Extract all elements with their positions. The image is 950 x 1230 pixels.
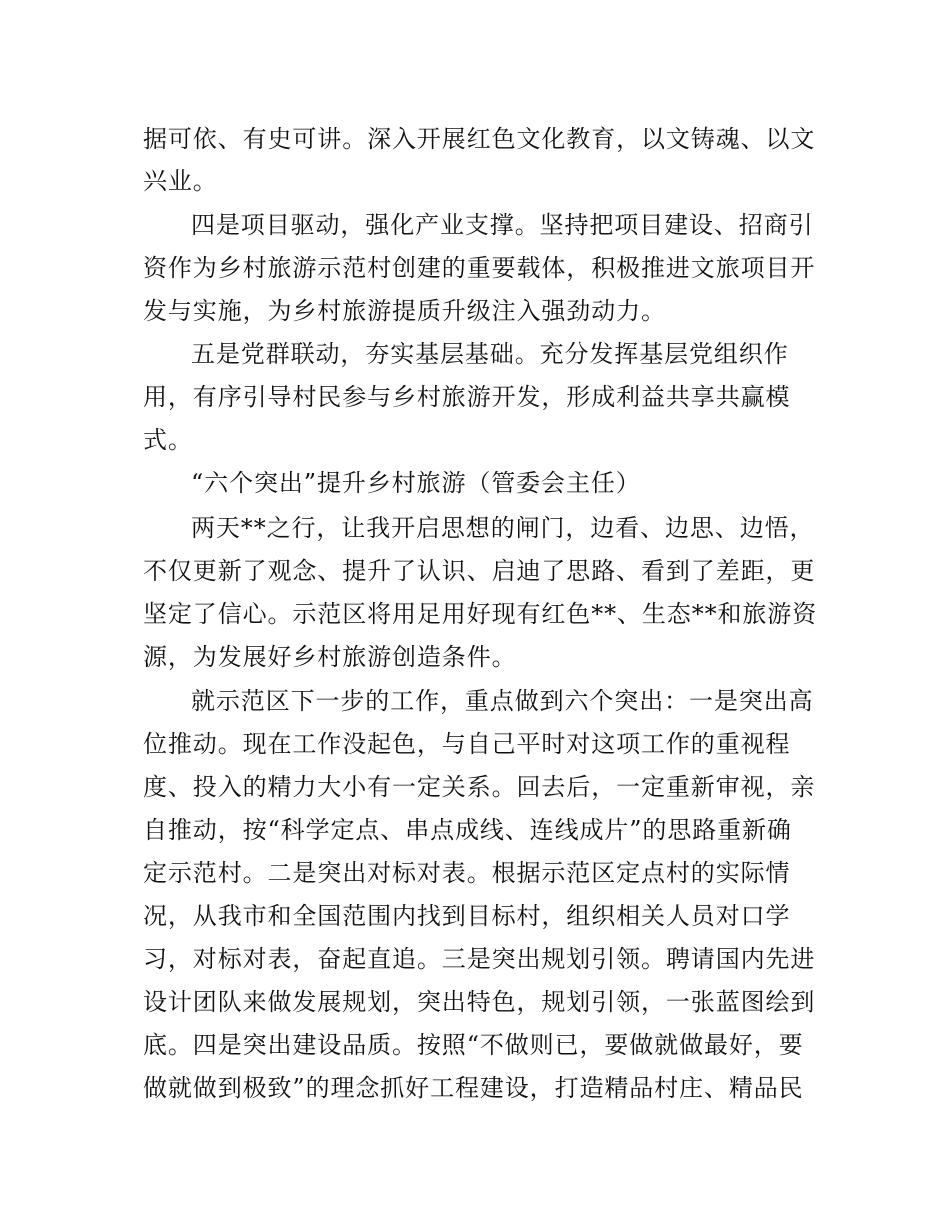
paragraph-first-line: 五是党群联动，夯实基层基础。充分发挥基层党组织作: [191, 340, 789, 368]
text-line: 位推动。现在工作没起色，与自己平时对这项工作的重视程: [143, 730, 791, 758]
text-line: 定示范村。二是突出对标对表。根据示范区定点村的实际情: [143, 859, 791, 887]
section-heading: “六个突出”提升乡村旅游（管委会主任）: [191, 469, 641, 497]
text-line: 设计团队来做发展规划，突出特色，规划引领，一张蓝图绘到: [143, 988, 816, 1016]
text-line: 坚定了信心。示范区将用足用好现有红色**、生态**和旅游资: [143, 600, 818, 628]
text-line: 况，从我市和全国范围内找到目标村，组织相关人员对口学: [143, 902, 791, 930]
text-line: 兴业。: [143, 167, 218, 195]
text-line: 发与实施，为乡村旅游提质升级注入强劲动力。: [143, 297, 666, 325]
text-line: 自推动，按“科学定点、串点成线、连线成片”的思路重新确: [143, 816, 792, 844]
text-line: 习，对标对表，奋起直追。三是突出规划引领。聘请国内先进: [143, 945, 816, 973]
text-line: 资作为乡村旅游示范村创建的重要载体，积极推进文旅项目开: [143, 254, 816, 282]
text-line: 度、投入的精力大小有一定关系。回去后，一定重新审视，亲: [143, 773, 816, 801]
text-line: 式。: [143, 426, 193, 454]
text-line: 不仅更新了观念、提升了认识、启迪了思路、看到了差距，更: [143, 557, 816, 585]
text-line: 做就做到极致”的理念抓好工程建设，打造精品村庄、精品民: [143, 1074, 804, 1102]
paragraph-first-line: 四是项目驱动，强化产业支撑。坚持把项目建设、招商引: [191, 211, 814, 239]
text-line: 底。四是突出建设品质。按照“不做则已，要做就做最好，要: [143, 1031, 804, 1059]
text-line: 源，为发展好乡村旅游创造条件。: [143, 643, 517, 671]
text-line: 用，有序引导村民参与乡村旅游开发，形成利益共享共赢模: [143, 383, 791, 411]
paragraph-first-line: 就示范区下一步的工作，重点做到六个突出：一是突出高: [191, 687, 814, 715]
text-line: 据可依、有史可讲。深入开展红色文化教育，以文铸魂、以文: [143, 125, 816, 153]
paragraph-first-line: 两天**之行，让我开启思想的闸门，边看、边思、边悟，: [191, 514, 815, 542]
